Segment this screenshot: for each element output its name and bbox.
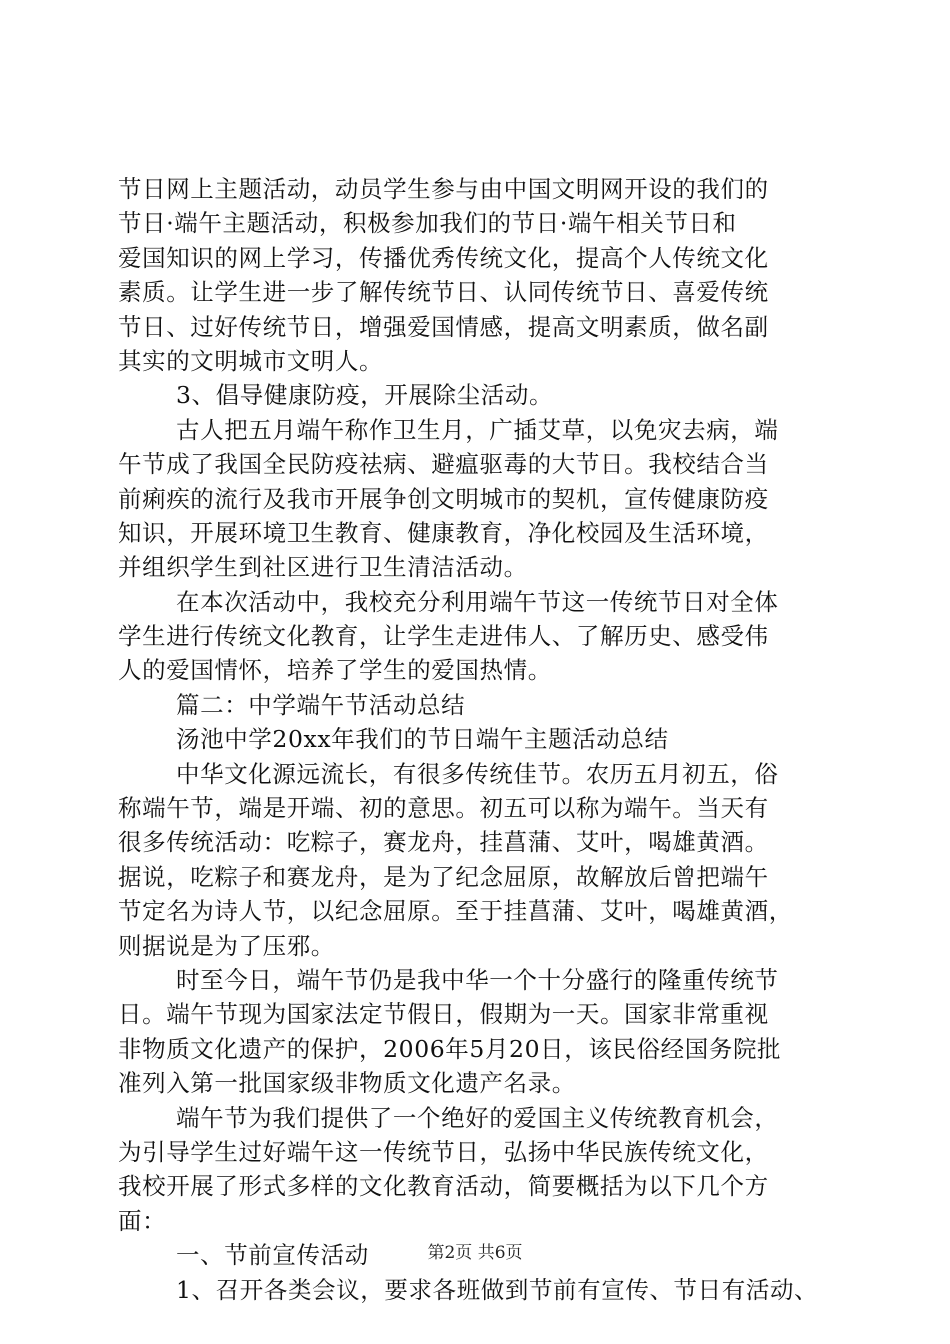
text-line: 并组织学生到社区进行卫生清洁活动。 bbox=[118, 553, 528, 582]
text-line: 节日·端午主题活动，积极参加我们的节日·端午相关节日和 bbox=[118, 209, 737, 238]
text-line: 篇二：中学端午节活动总结 bbox=[176, 690, 466, 719]
text-line: 非物质文化遗产的保护，2006年5月20日，该民俗经国务院批 bbox=[118, 1034, 782, 1063]
text-line: 中华文化源远流长，有很多传统佳节。农历五月初五，俗 bbox=[176, 759, 779, 788]
text-line: 古人把五月端午称作卫生月，广插艾草，以免灾去病，端 bbox=[176, 415, 779, 444]
page-number-footer: 第2页 共6页 bbox=[427, 1243, 523, 1263]
text-line: 节日网上主题活动，动员学生参与由中国文明网开设的我们的 bbox=[118, 175, 769, 203]
text-line: 据说，吃粽子和赛龙舟，是为了纪念屈原，故解放后曾把端午 bbox=[118, 862, 769, 891]
text-line: 人的爱国情怀，培养了学生的爱国热情。 bbox=[118, 656, 552, 685]
text-line: 一、节前宣传活动 bbox=[176, 1241, 369, 1270]
text-line: 知识，开展环境卫生教育、健康教育，净化校园及生活环境， bbox=[118, 518, 769, 547]
text-line: 前痢疾的流行及我市开展争创文明城市的契机，宣传健康防疫 bbox=[118, 484, 769, 513]
text-line: 在本次活动中，我校充分利用端午节这一传统节日对全体 bbox=[176, 587, 779, 616]
text-line: 节日、过好传统节日，增强爱国情感，提高文明素质，做名副 bbox=[118, 312, 769, 341]
text-line: 则据说是为了压邪。 bbox=[118, 931, 335, 960]
text-line: 时至今日，端午节仍是我中华一个十分盛行的隆重传统节 bbox=[176, 965, 779, 994]
text-line: 为引导学生过好端午这一传统节日，弘扬中华民族传统文化， bbox=[118, 1137, 769, 1166]
text-line: 学生进行传统文化教育，让学生走进伟人、了解历史、感受伟 bbox=[118, 622, 769, 651]
text-line: 素质。让学生进一步了解传统节日、认同传统节日、喜爱传统 bbox=[118, 278, 769, 307]
text-line: 其实的文明城市文明人。 bbox=[118, 346, 384, 375]
text-line: 日。端午节现为国家法定节假日，假期为一天。国家非常重视 bbox=[118, 1000, 769, 1029]
text-line: 3、倡导健康防疫，开展除尘活动。 bbox=[176, 381, 554, 410]
text-line: 很多传统活动：吃粽子，赛龙舟，挂菖蒲、艾叶，喝雄黄酒。 bbox=[118, 828, 769, 857]
text-line: 午节成了我国全民防疫祛病、避瘟驱毒的大节日。我校结合当 bbox=[118, 450, 769, 479]
text-line: 准列入第一批国家级非物质文化遗产名录。 bbox=[118, 1069, 576, 1098]
text-line: 我校开展了形式多样的文化教育活动，简要概括为以下几个方 bbox=[118, 1172, 769, 1201]
document-body bbox=[118, 172, 848, 1307]
text-line: 端午节为我们提供了一个绝好的爱国主义传统教育机会， bbox=[176, 1103, 779, 1132]
text-line: 面： bbox=[118, 1206, 167, 1235]
text-line: 节定名为诗人节，以纪念屈原。至于挂菖蒲、艾叶，喝雄黄酒， bbox=[118, 897, 793, 926]
text-line: 爱国知识的网上学习，传播优秀传统文化，提高个人传统文化 bbox=[118, 243, 769, 272]
text-line: 称端午节，端是开端、初的意思。初五可以称为端午。当天有 bbox=[118, 794, 769, 823]
text-line: 1、召开各类会议，要求各班做到节前有宣传、节日有活动、 bbox=[176, 1275, 819, 1304]
text-line: 汤池中学20xx年我们的节日端午主题活动总结 bbox=[176, 725, 669, 754]
